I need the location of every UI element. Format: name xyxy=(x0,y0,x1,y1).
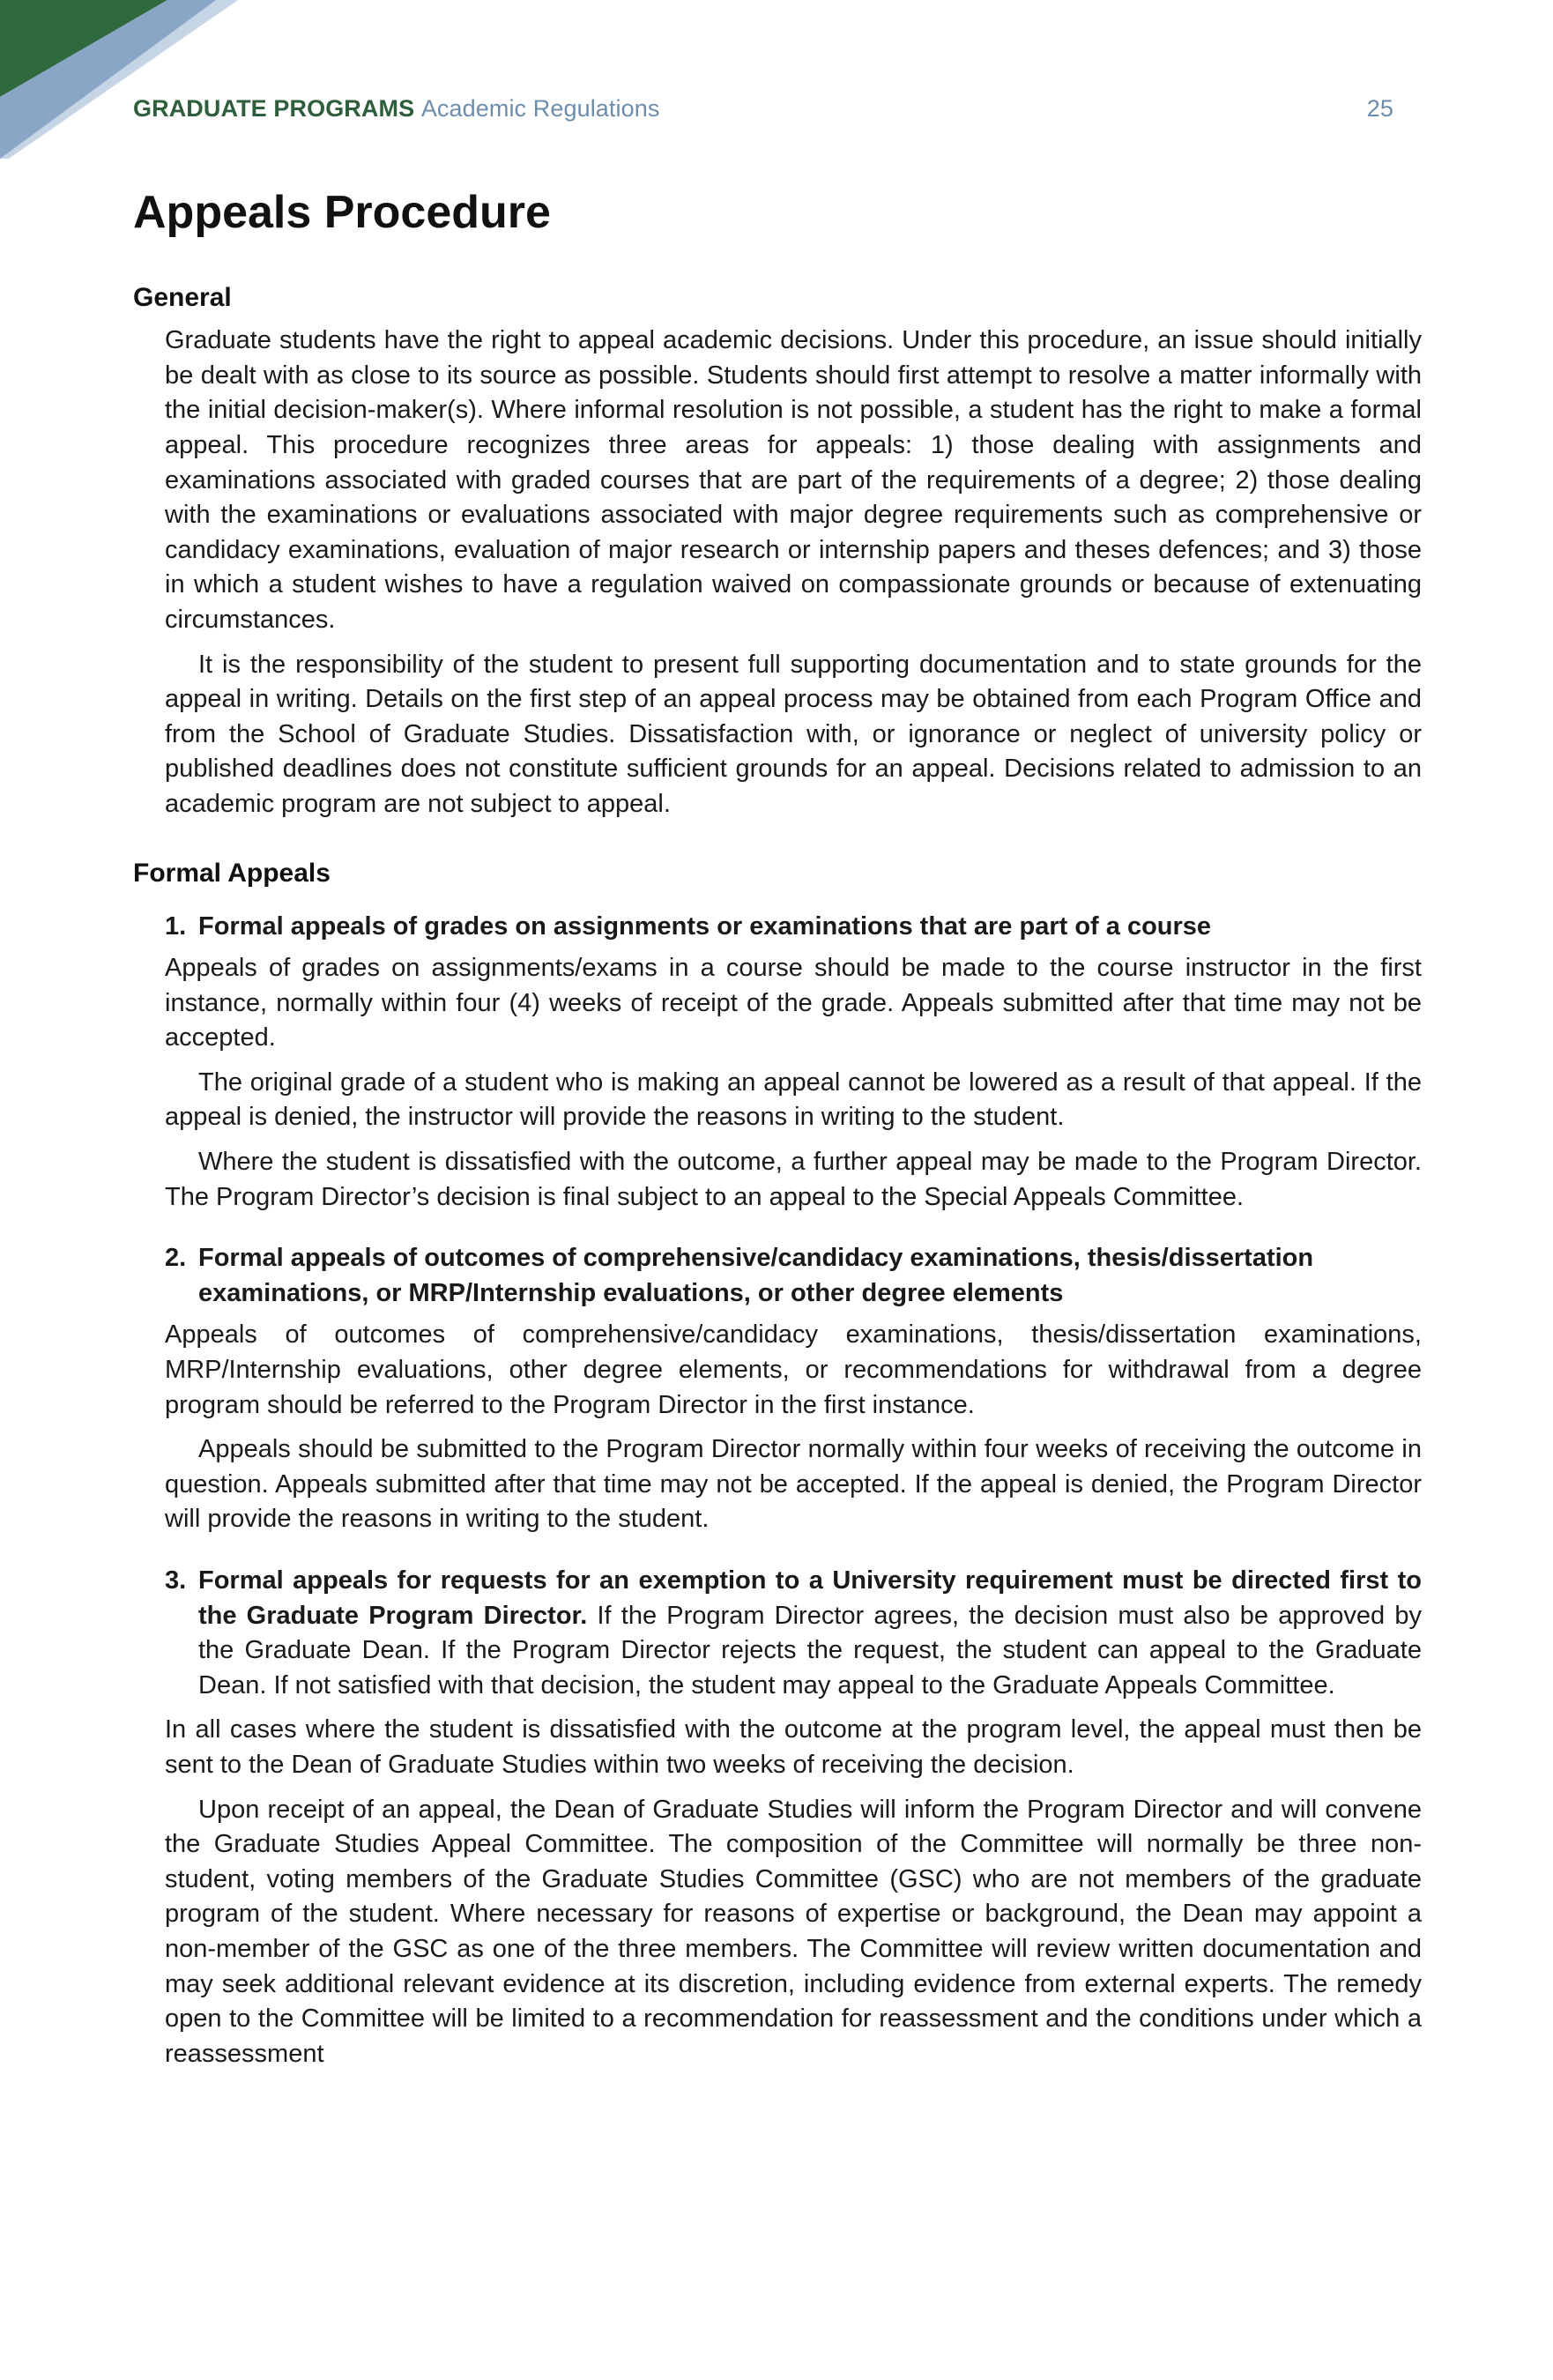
item-1-heading xyxy=(165,910,1422,945)
section-heading-formal-appeals: Formal Appeals xyxy=(133,858,331,888)
item-2-paragraph-2: Appeals should be submitted to the Program Director normally within four weeks of receiving the outcome in question. Appeals submitted after that time may not be accepted. If the appeal is denied, the Program Director will provide the reasons in writing to the student. xyxy=(165,1435,1422,1534)
all-cases-paragraph: In all cases where the student is dissatisfied with the outcome at the program level, the appeal must then be sent to the Dean of Graduate Studies within two weeks of receiving the decision. xyxy=(165,1715,1422,1779)
general-section-body xyxy=(165,324,1422,822)
formal-appeal-item-3 xyxy=(165,1564,1422,2071)
formal-appeal-item-1 xyxy=(165,910,1422,1216)
item-2-number: 2. xyxy=(165,1244,187,1273)
item-1-paragraph-1: Appeals of grades on assignments/exams in a course should be made to the course instructor in the first instance, normally within four (4) weeks of receipt of the grade. Appeals submitted after that time may not be accepted. xyxy=(165,954,1422,1052)
receipt-paragraph: Upon receipt of an appeal, the Dean of Graduate Studies will inform the Program Director and will convene the Graduate Studies Appeal Committee. The composition of the Committee will normally be three non-student, voting members of the Graduate Studies Committee (GSC) who are not members of the graduate program of the student. Where necessary for reasons of expertise or background, the Dean may appoint a non-member of the GSC as one of the three members. The Committee will review written documentation and may seek additional relevant evidence at its discretion, including evidence from external experts. The remedy open to the Committee will be limited to a recommendation for reassessment and the conditions under which a reassessment xyxy=(165,1795,1422,2068)
item-1-paragraph-3: Where the student is dissatisfied with the outcome, a further appeal may be made to the Program Director. The Program Director’s decision is final subject to an appeal to the Special Appeals Committee. xyxy=(165,1148,1422,1211)
item-3-title: Formal appeals for requests for an exemption to a University requirement must be directed first to the Graduate Program Director. xyxy=(198,1566,1422,1630)
item-2-paragraph-1: Appeals of outcomes of comprehensive/candidacy examinations, thesis/dissertation examinations, MRP/Internship evaluations, other degree elements, or recommendations for withdrawal from a degree program should be referred to the Program Director in the first instance. xyxy=(165,1320,1422,1419)
formal-appeal-item-2 xyxy=(165,1241,1422,1537)
section-heading-general: General xyxy=(133,283,232,313)
page-title: Appeals Procedure xyxy=(133,187,551,238)
item-3-heading xyxy=(165,1564,1422,1703)
item-1-number: 1. xyxy=(165,911,187,941)
running-header xyxy=(133,95,1393,139)
header-program: GRADUATE PROGRAMS xyxy=(133,95,415,122)
page-number: 25 xyxy=(1366,95,1393,122)
general-paragraph-2: It is the responsibility of the student to present full supporting documentation and to state grounds for the appeal in writing. Details on the first step of an appeal process may be obtained from each Program Office and from the School of Graduate Studies. Dissatisfaction with, or ignorance or neglect of university policy or published deadlines does not constitute sufficient grounds for an appeal. Decisions related to admission to an academic program are not subject to appeal. xyxy=(165,650,1422,818)
item-2-heading xyxy=(165,1241,1422,1311)
item-3-number: 3. xyxy=(165,1566,187,1595)
page-content xyxy=(133,188,1422,2081)
item-3-body: If the Program Director agrees, the decision must also be approved by the Graduate Dean. If the Program Director rejects the request, the student can appeal to the Graduate Dean. If not satisfied with that decision, the student may appeal to the Graduate Appeals Committee. xyxy=(198,1601,1422,1699)
item-2-title: Formal appeals of outcomes of comprehensive/candidacy examinations, thesis/dissertation examinations, or MRP/Internship evaluations, or other degree elements xyxy=(198,1244,1314,1307)
item-1-paragraph-2: The original grade of a student who is making an appeal cannot be lowered as a result of that appeal. If the appeal is denied, the instructor will provide the reasons in writing to the student. xyxy=(165,1067,1422,1132)
header-section: Academic Regulations xyxy=(420,95,660,122)
item-1-title: Formal appeals of grades on assignments or examinations that are part of a course xyxy=(198,911,1212,941)
general-paragraph-1: Graduate students have the right to appeal academic decisions. Under this procedure, an issue should initially be dealt with as close to its source as possible. Students should first attempt to resolve a matter informally with the initial decision-maker(s). Where informal resolution is not possible, a student has the right to make a formal appeal. This procedure recognizes three areas for appeals: 1) those dealing with assignments and examinations associated with graded courses that are part of the requirements of a degree; 2) those dealing with the examinations or evaluations associated with major degree requirements such as comprehensive or candidacy examinations, evaluation of major research or internship papers and theses defences; and 3) those in which a student wishes to have a regulation waived on compassionate grounds or because of extenuating circumstances. xyxy=(165,326,1422,634)
